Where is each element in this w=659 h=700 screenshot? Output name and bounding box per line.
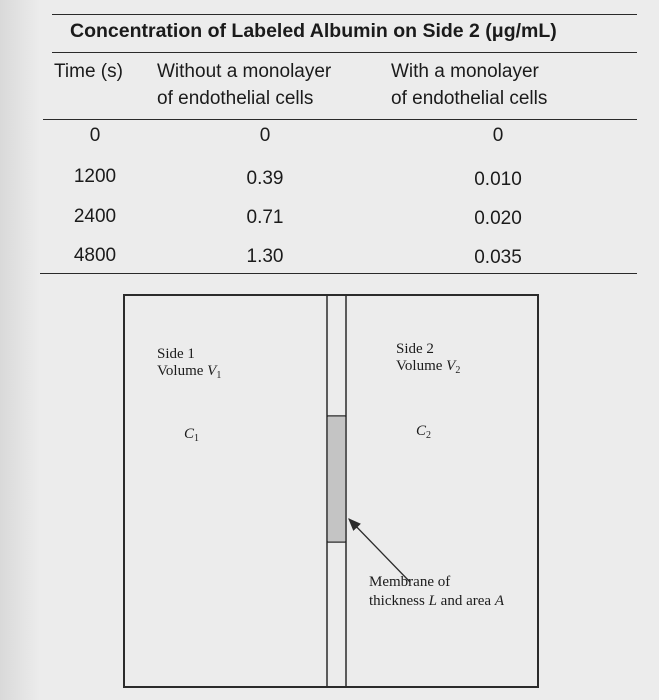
table-title: Concentration of Labeled Albumin on Side 2 (μg/mL): [70, 20, 557, 42]
table-bottom-rule: [40, 273, 637, 274]
header-with-line1: With a monolayer: [391, 61, 539, 82]
cell-without: 0.71: [246, 207, 284, 228]
cell-time: 2400: [73, 206, 117, 227]
c2-label: $C_2$: [416, 423, 432, 441]
side2-label: Side 2: [396, 341, 434, 357]
cell-with: 0: [492, 125, 504, 146]
header-time: Time (s): [54, 61, 123, 82]
header-without-line2: of endothelial cells: [157, 88, 314, 109]
cell-without: 0: [259, 125, 271, 146]
membrane-label-line1: Membrane of: [369, 574, 451, 590]
membrane: [328, 417, 345, 542]
side2-volume: Volume $V_2$: [396, 358, 461, 376]
header-with-line2: of endothelial cells: [391, 88, 548, 109]
header-rule: [43, 119, 637, 120]
cell-with: 0.035: [474, 247, 522, 268]
membrane-pointer-arrow: [349, 519, 410, 582]
cell-time: 1200: [73, 166, 117, 187]
membrane-label-line2: thickness L and area A: [369, 593, 504, 609]
cell-with: 0.010: [474, 169, 522, 190]
page-edge-shadow: [0, 0, 40, 700]
cell-time: 0: [89, 125, 101, 146]
side1-label: Side 1: [157, 346, 195, 362]
side1-volume: Volume $V_1$: [157, 363, 222, 381]
table-top-rule: [52, 14, 637, 15]
diffusion-chamber-diagram: [120, 292, 540, 692]
header-without-line1: Without a monolayer: [157, 61, 332, 82]
title-rule: [52, 52, 637, 53]
cell-without: 1.30: [246, 246, 284, 267]
c1-label: $C_1$: [184, 426, 200, 444]
cell-without: 0.39: [246, 168, 284, 189]
cell-time: 4800: [73, 245, 117, 266]
cell-with: 0.020: [474, 208, 522, 229]
